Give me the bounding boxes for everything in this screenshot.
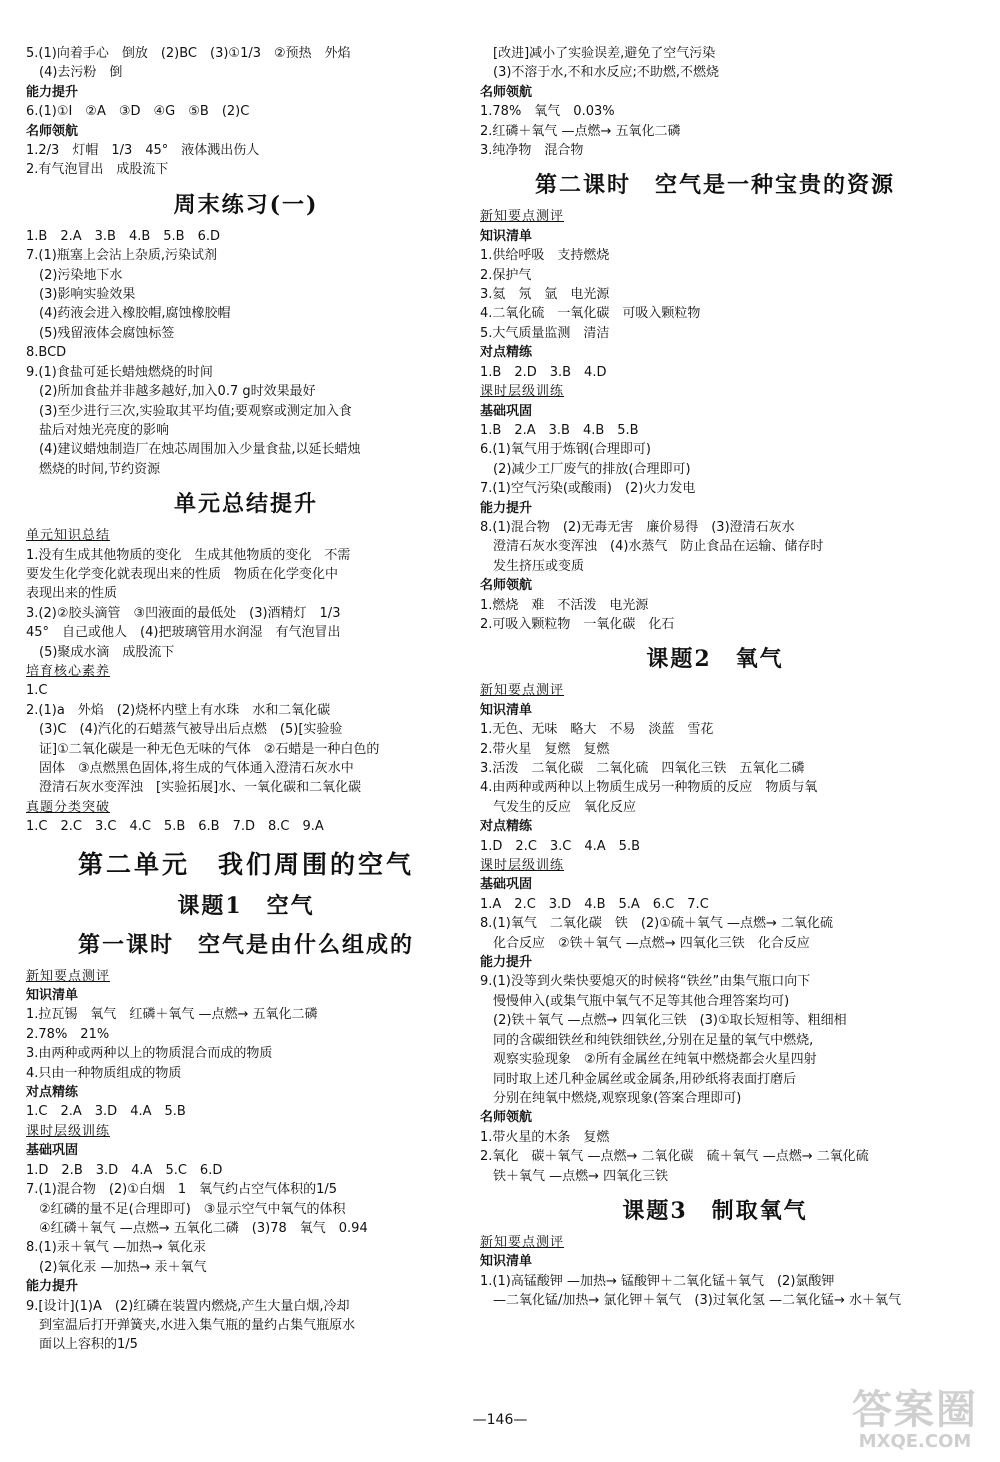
answer-line: 表现出来的性质 [26,586,118,602]
answer-line: 化合反应 ②铁＋氧气 —点燃→ 四氧化三铁 化合反应 [480,935,810,951]
answer-line: 1.C 2.A 3.D 4.A 5.B [26,1104,186,1120]
section-title: 周末练习(一) [173,191,319,218]
section-heading: 知识清单 [480,228,533,244]
answer-line: 发生挤压或变质 [480,558,585,574]
answer-line: 9.(1)没等到火柴快要熄灭的时候将“铁丝”由集气瓶口向下 [480,974,811,990]
answer-line: 观察实验现象 ②所有金属丝在纯氧中燃烧都会火星四射 [480,1052,817,1068]
answer-line: 3.由两种或两种以上的物质混合而成的物质 [26,1046,273,1062]
section-title: 单元总结提升 [173,491,318,518]
unit-title: 第二单元 我们周围的空气 [77,849,414,879]
answer-list [26,102,466,121]
answer-line: 3.活泼 二氧化碳 二氧化硫 四氧化三铁 五氧化二磷 [480,761,805,776]
answer-line: 同的含碳细铁丝和纯铁细铁丝,分别在足量的氧气中燃烧, [480,1032,814,1048]
subsection-heading: 新知要点测评 [26,968,111,984]
answer-line: (4)去污粉 倒 [26,65,123,81]
answer-list [480,363,950,382]
section-title: 第二课时 空气是一种宝贵的资源 [534,172,895,199]
section-heading: 基础巩固 [480,877,533,893]
answer-line: 面以上容积的1/5 [26,1337,138,1353]
answer-line: 8.BCD [26,345,67,361]
section-heading: 能力提升 [26,1279,79,1295]
answer-line: 45° 自己或他人 (4)把玻璃管用水润湿 有气泡冒出 [26,625,341,641]
subsection-heading: 课时层级训练 [26,1123,111,1139]
section-heading: 知识清单 [480,1254,533,1270]
answer-line: 到室温后打开弹簧夹,水进入集气瓶的量约占集气瓶原水 [26,1317,356,1333]
answer-line: —二氧化锰/加热→ 氯化钾＋氧气 (3)过氧化氢 —二氧化锰→ 水＋氧气 [480,1293,901,1309]
answer-line: 1.拉瓦锡 氧气 红磷＋氧气 —点燃→ 五氧化二磷 [26,1007,318,1023]
answer-list [26,227,466,479]
answer-list [480,102,950,160]
subsection-heading: 课时层级训练 [480,384,565,400]
answer-line: 要发生化学变化就表现出来的性质 物质在化学变化中 [26,566,339,582]
answer-line: 1.B 2.D 3.B 4.D [480,364,607,380]
answer-line: 9.[设计](1)A (2)红磷在装置内燃烧,产生大量白烟,冷却 [26,1298,350,1314]
answer-line: 1.B 2.A 3.B 4.B 5.B 6.D [26,228,220,244]
answer-line: 慢慢伸入(或集气瓶中氧气不足等其他合理答案均可) [480,993,790,1009]
answer-line: 7.(1)空气污染(或酸雨) (2)火力发电 [480,481,696,497]
answer-line: 1.C 2.C 3.C 4.C 5.B 6.B 7.D 8.C 9.A [26,819,324,835]
answer-list [480,837,950,856]
answer-line: 3.纯净物 混合物 [480,143,584,159]
answer-list [480,246,950,343]
answer-line: 1.D 2.B 3.D 4.A 5.C 6.D [26,1162,223,1178]
section-heading: 能力提升 [480,500,533,516]
subsection-heading: 课时层级训练 [480,858,565,874]
section-heading: 基础巩固 [26,1143,79,1159]
answer-line: 6.(1)氧气用于炼钢(合理即可) [480,442,651,458]
answer-line: 盐后对烛光亮度的影响 [26,422,170,438]
subsection-heading: 新知要点测评 [480,209,565,225]
section-heading: 对点精练 [480,819,533,835]
answer-list [480,518,950,576]
page-number: —146— [472,1412,528,1428]
answer-list [26,1161,466,1277]
answer-line: 铁＋氧气 —点燃→ 四氧化三铁 [480,1168,669,1184]
answer-line: (3)不溶于水,不和水反应;不助燃,不燃烧 [480,65,720,81]
section-heading: 名师领航 [480,1110,533,1126]
answer-line: 燃烧的时间,节约资源 [26,461,161,477]
answer-line: (2)减少工厂废气的排放(合理即可) [480,461,691,477]
answer-line: 7.(1)混合物 (2)①白烟 1 氧气约占空气体积的1/5 [26,1182,338,1198]
section-heading: 名师领航 [26,123,79,139]
answer-line: 气发生的反应 氧化反应 [480,799,637,815]
answer-line: 4.只由一种物质组成的物质 [26,1065,182,1081]
answer-line: 2.红磷＋氧气 —点燃→ 五氧化二磷 [480,123,681,139]
section-heading: 基础巩固 [480,403,533,419]
answer-line: [改进]减小了实验误差,避免了空气污染 [480,46,716,61]
answer-list [26,141,466,180]
answer-line: 1.B 2.A 3.B 4.B 5.B [480,422,639,438]
answer-line: 1.供给呼吸 支持燃烧 [480,248,610,264]
answer-line: 3.氦 氖 氩 电光源 [480,287,610,303]
answer-list [480,44,950,83]
answer-line: 8.(1)混合物 (2)无毒无害 廉价易得 (3)澄清石灰水 [480,519,795,535]
answer-line: 1.A 2.C 3.D 4.B 5.A 6.C 7.C [480,896,709,912]
answer-line: (3)至少进行三次,实验取其平均值;要观察或测定加入食 [26,403,352,419]
answer-line: 1.没有生成其他物质的变化 生成其他物质的变化 不需 [26,547,351,563]
watermark-url: MXQE.COM [858,1431,972,1452]
answer-line: (4)药液会进入橡胶帽,腐蚀橡胶帽 [26,306,231,322]
answer-line: 证]①二氧化碳是一种无色无味的气体 ②石蜡是一种白色的 [26,741,380,757]
answer-line: 2.可吸入颗粒物 一氧化碳 化石 [480,616,675,632]
answer-list [480,720,950,817]
answer-line: 澄清石灰水变浑浊 (4)水蒸气 防止食品在运输、储存时 [480,539,824,555]
section-heading: 名师领航 [480,84,533,100]
answer-line: (4)建议蜡烛制造厂在烛芯周围加入少量食盐,以延长蜡烛 [26,442,361,458]
answer-line: (5)残留液体会腐蚀标签 [26,325,175,341]
answer-line: 4.由两种或两种以上物质生成另一种物质的反应 物质与氧 [480,780,818,796]
answer-list [26,817,466,836]
answer-list [480,972,950,1108]
answer-list [26,1005,466,1083]
answer-line: ④红磷＋氧气 —点燃→ 五氧化二磷 (3)78 氧气 0.94 [26,1220,368,1236]
section-heading: 知识清单 [26,988,79,1004]
section-heading: 能力提升 [480,955,533,971]
answer-line: 2.有气泡冒出 成股流下 [26,162,169,178]
answer-line: 6.(1)①I ②A ③D ④G ⑤B (2)C [26,104,250,120]
subsection-heading: 培育核心素养 [26,663,111,679]
section-title: 课题2 氧气 [646,646,784,673]
answer-line: 2.(1)a 外焰 (2)烧杯内壁上有水珠 水和二氧化碳 [26,702,331,718]
answer-list [26,546,466,662]
answer-line: (2)所加食盐并非越多越好,加入0.7 g时效果最好 [26,384,316,400]
answer-list [480,1272,950,1311]
subsection-heading: 新知要点测评 [480,683,565,699]
answer-line: 8.(1)氧气 二氧化碳 铁 (2)①硫＋氧气 —点燃→ 二氧化硫 [480,916,834,932]
answer-list [26,681,466,797]
answer-line: 1.C [26,683,48,699]
answer-list [480,421,950,499]
answer-line: 5.大气质量监测 清洁 [480,325,610,341]
answer-line: 同时取上述几种金属丝或金属条,用砂纸将表面打磨后 [480,1071,797,1087]
answer-line: 7.(1)瓶塞上会沾上杂质,污染试剂 [26,248,217,264]
answer-line: 1.D 2.C 3.C 4.A 5.B [480,838,640,854]
answer-line: ②红磷的量不足(合理即可) ③显示空气中氧气的体积 [26,1201,346,1217]
answer-line: 固体 ③点燃黑色固体,将生成的气体通入澄清石灰水中 [26,761,354,776]
watermark-logo [852,1378,978,1452]
right-column [480,44,950,1311]
answer-line: 2.保护气 [480,267,532,283]
answer-list [26,1102,466,1121]
answer-line: 5.(1)向着手心 倒放 (2)BC (3)①1/3 ②预热 外焰 [26,46,351,61]
answer-line: 2.78% 21% [26,1026,110,1042]
answer-line: 澄清石灰水变浑浊 [实验拓展]水、一氧化碳和二氧化碳 [26,780,362,796]
answer-line: 8.(1)汞＋氧气 —加热→ 氧化汞 [26,1240,206,1256]
answer-line: 2.氧化 碳＋氧气 —点燃→ 二氧化碳 硫＋氧气 —点燃→ 二氧化硫 [480,1149,869,1165]
answer-list [26,44,466,83]
section-heading: 名师领航 [480,578,533,594]
answer-line: 1.无色、无味 略大 不易 淡蓝 雪花 [480,722,714,738]
answer-line: (3)影响实验效果 [26,287,136,303]
answer-line: 9.(1)食盐可延长蜡烛燃烧的时间 [26,364,213,380]
answer-line: 1.(1)高锰酸钾 —加热→ 锰酸钾＋二氧化锰＋氧气 (2)氯酸钾 [480,1273,835,1289]
answer-line: 1.2/3 灯帽 1/3 45° 液体溅出伤人 [26,143,260,159]
answer-line: (2)污染地下水 [26,267,123,283]
section-heading: 能力提升 [26,84,79,100]
answer-line: 分别在纯氧中燃烧,观察现象(答案合理即可) [480,1090,742,1106]
left-column [26,44,466,1355]
section-heading: 对点精练 [26,1085,79,1101]
section-heading: 对点精练 [480,345,533,361]
watermark-text: 答案圈 [852,1387,978,1433]
answer-list [480,1128,950,1186]
section-title: 课题1 空气 [177,892,315,919]
subsection-heading: 新知要点测评 [480,1234,565,1250]
answer-line: 1.带火星的木条 复燃 [480,1129,610,1145]
answer-list [26,1297,466,1355]
section-heading: 知识清单 [480,702,533,718]
answer-line: 4.二氧化硫 一氧化碳 可吸入颗粒物 [480,306,701,322]
section-title: 第一课时 空气是由什么组成的 [77,931,414,958]
answer-line: 1.燃烧 难 不活泼 电光源 [480,597,649,613]
answer-list [480,596,950,635]
answer-line: (2)氧化汞 —加热→ 汞＋氧气 [26,1259,207,1275]
answer-line: 1.78% 氧气 0.03% [480,104,615,120]
answer-list [480,895,950,953]
answer-line: 2.带火星 复燃 复燃 [480,741,610,757]
answer-line: (2)铁＋氧气 —点燃→ 四氧化三铁 (3)①取长短相等、粗细相 [480,1013,847,1029]
section-title: 课题3 制取氧气 [622,1197,808,1224]
subsection-heading: 真题分类突破 [26,799,111,815]
subsection-heading: 单元知识总结 [26,528,111,544]
answer-line: (3)C (4)汽化的石蜡蒸气被导出后点燃 (5)[实验验 [26,722,343,738]
answer-line: 3.(2)②胶头滴管 ③凹液面的最低处 (3)酒精灯 1/3 [26,605,341,621]
answer-line: (5)聚成水滴 成股流下 [26,644,175,660]
